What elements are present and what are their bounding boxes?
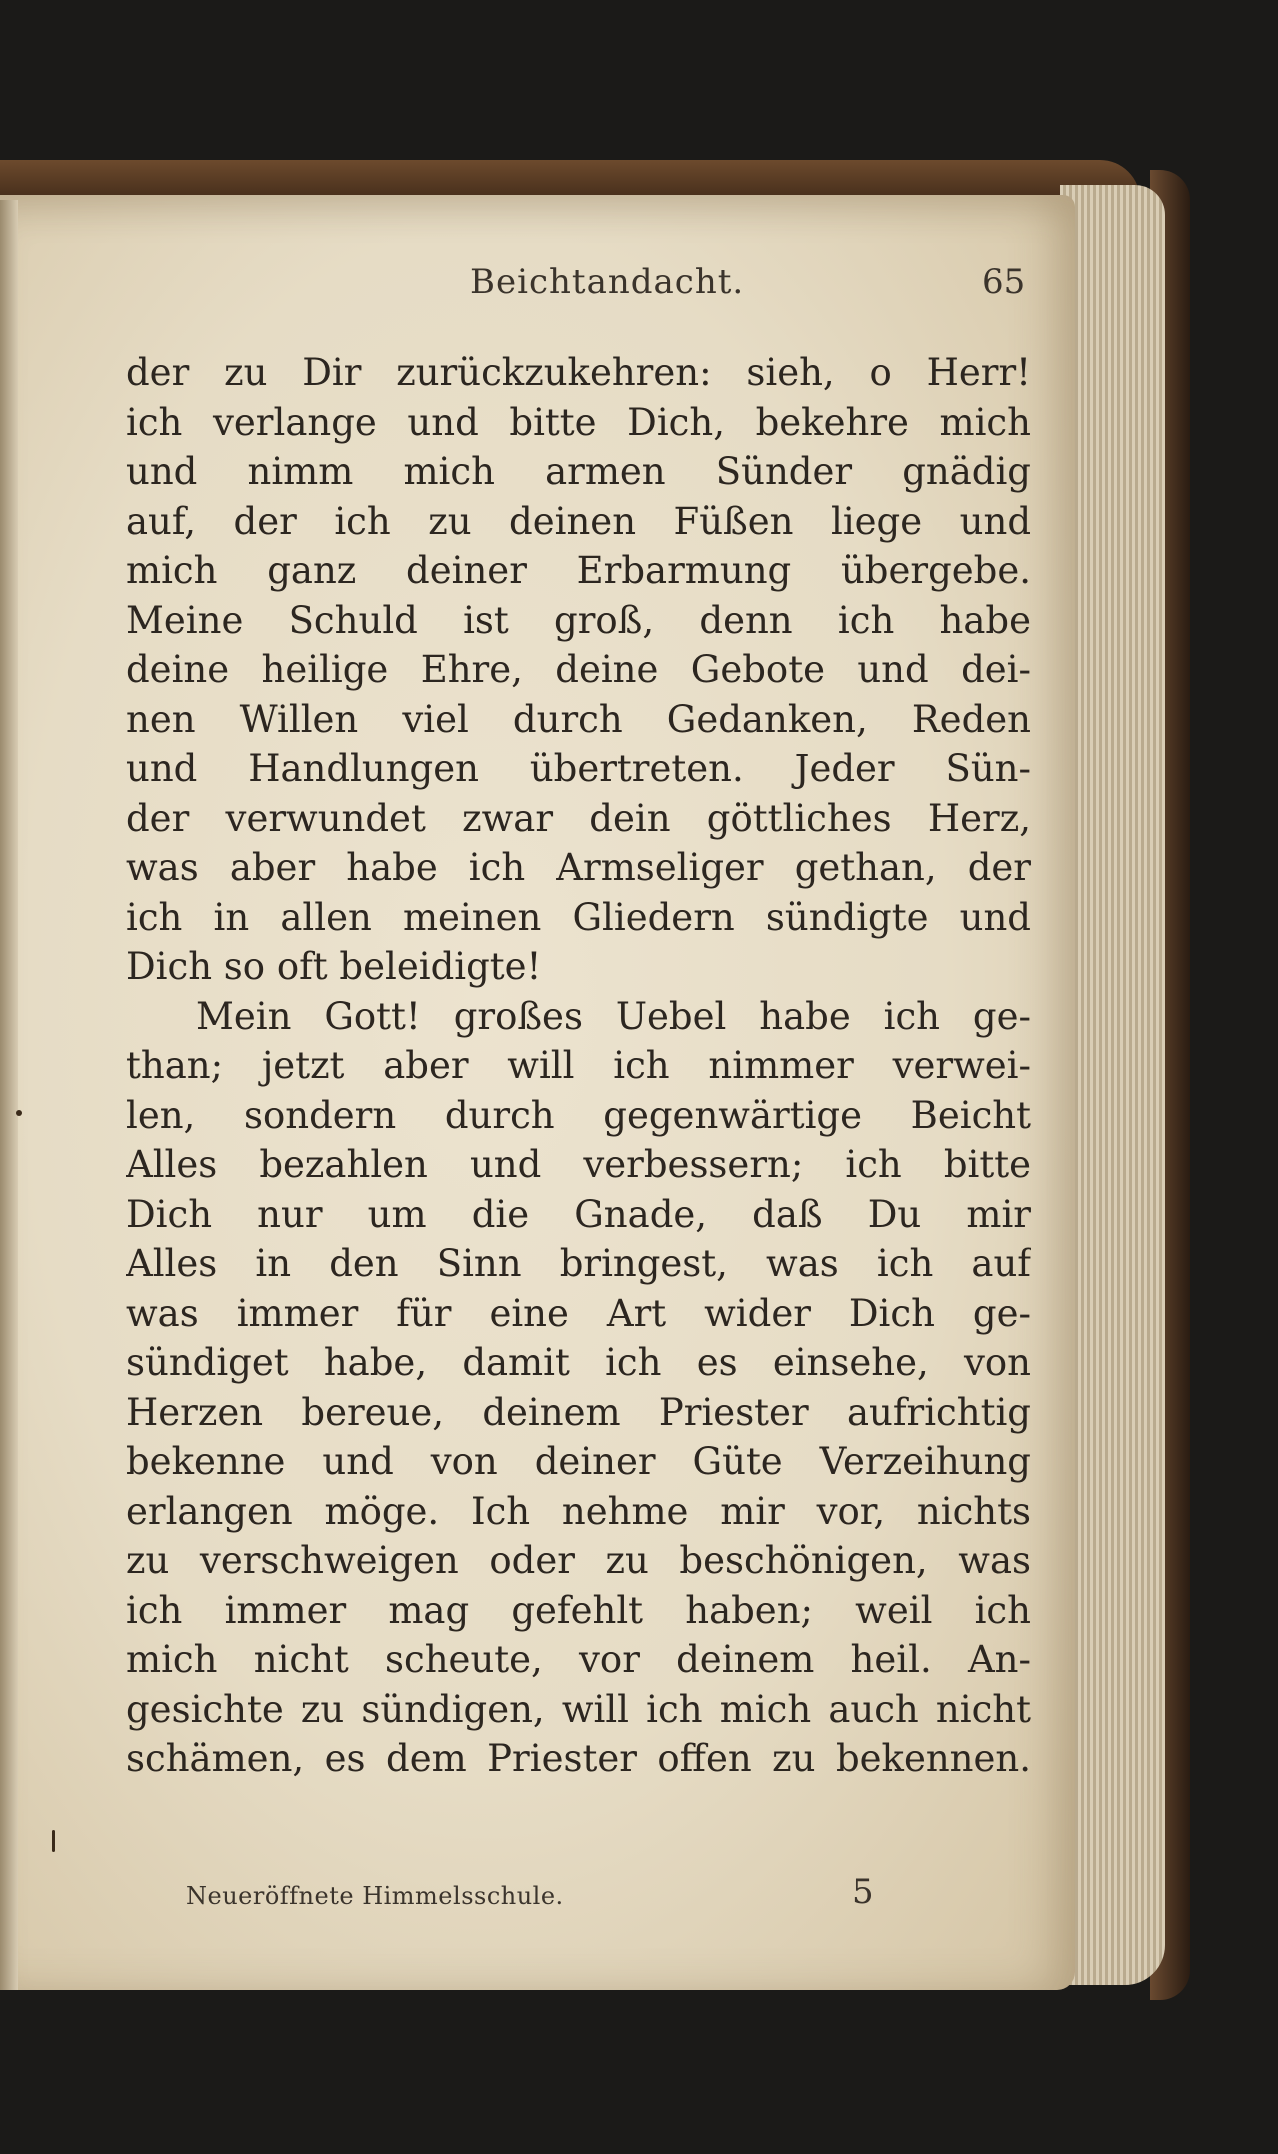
body-text [126,348,1031,1784]
text-line: sündiget habe, damit ich es einsehe, von [126,1341,1031,1384]
text-line: gesichte zu sündigen, will ich mich auch nicht [126,1687,1031,1731]
page-edges [1060,185,1165,1985]
text-line: mich ganz deiner Erbarmung übergebe. [126,549,1031,592]
text-line: Meine Schuld ist groß, denn ich habe [126,598,1031,642]
text-line: der verwundet zwar dein göttliches Herz, [126,796,1031,840]
text-line: than; jetzt aber will ich nimmer verwei- [126,1044,1031,1087]
text-line: nen Willen viel durch Gedanken, Reden [126,697,1031,741]
text-line: deine heilige Ehre, deine Gebote und dei- [126,648,1031,691]
text-line: bekenne und von deiner Güte Verzeihung [126,1440,1031,1483]
text-line: Herzen bereue, deinem Priester aufrichtig [126,1390,1031,1434]
running-title: Beichtandacht. [470,262,745,302]
text-line: ich verlange und bitte Dich, bekehre mich [126,400,1031,444]
margin-mark [52,1830,55,1852]
signature-title: Neueröffnete Himmelsschule. [186,1882,564,1910]
text-line: len, sondern durch gegenwärtige Beicht [126,1093,1031,1137]
margin-mark [16,1110,22,1116]
text-line: Alles in den Sinn bringest, was ich auf [126,1242,1031,1285]
page-number: 65 [982,262,1026,302]
text-line: ich immer mag gefehlt haben; weil ich [126,1588,1031,1632]
text-line: erlangen möge. Ich nehme mir vor, nichts [126,1489,1031,1533]
text-line: und nimm mich armen Sünder gnädig [126,450,1031,493]
text-line: Dich nur um die Gnade, daß Du mir [126,1192,1031,1236]
text-line: und Handlungen übertreten. Jeder Sün- [126,747,1031,790]
text-line: Mein Gott! großes Uebel habe ich ge- [196,994,1031,1038]
text-line: Dich so oft beleidigte! [126,945,542,988]
text-line: schämen, es dem Priester offen zu bekennen. [126,1737,1031,1780]
text-line: mich nicht scheute, vor deinem heil. An- [126,1638,1031,1681]
page-gutter [0,200,18,1990]
text-line: ich in allen meinen Gliedern sündigte und [126,895,1031,939]
text-line: der zu Dir zurückzukehren: sieh, o Herr! [126,351,1031,394]
text-line: Alles bezahlen und verbessern; ich bitte [126,1143,1031,1186]
text-line: was immer für eine Art wider Dich ge- [126,1291,1031,1335]
text-line: zu verschweigen oder zu beschönigen, was [126,1539,1031,1582]
signature-number: 5 [852,1872,874,1912]
text-line: was aber habe ich Armseliger gethan, der [126,846,1031,889]
text-line: auf, der ich zu deinen Füßen liege und [126,499,1031,543]
